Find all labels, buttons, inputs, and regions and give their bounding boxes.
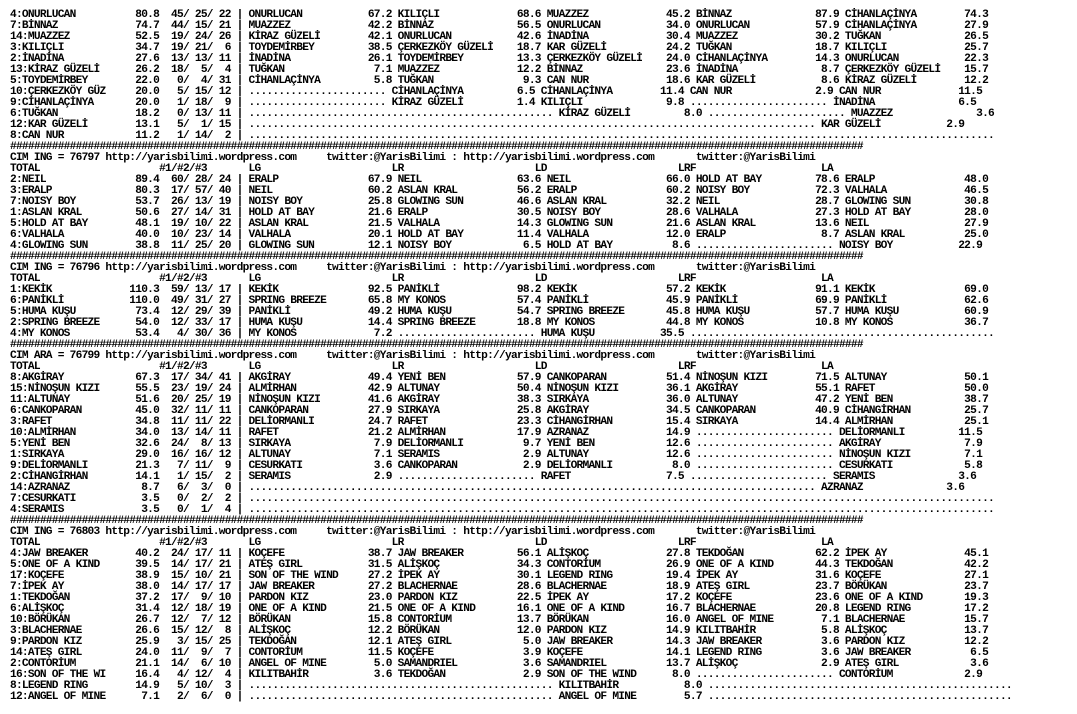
text-line: 9:PARDON KIZ 25.9 3/ 15/ 25 | TEKDOĞAN 12.1 ATEŞ GIRL 5.0 JAW BREAKER 14.3 JAW BREAKER 3.6 PARDON KIZ 12.2 (10, 636, 989, 648)
text-line: ############################################################################################################################################### (10, 339, 863, 351)
text-line: 5:HUMA KUŞU 73.4 12/ 29/ 39 | PANİKLİ 49.2 HUMA KUŞU 54.7 SPRING BREEZE 45.8 HUMA KUŞU 57.7 HUMA KUŞU 60.9 (10, 306, 989, 318)
text-line: 7:CESURKATI 3.5 0/ 2/ 2 | ............................................................................................................................. (10, 493, 994, 505)
text-line: 13:KİRAZ GÜZELİ 26.2 18/ 5/ 4 | TUĞKAN 7.1 MUAZZEZ 12.2 BİNNAZ 23.6 İNADİNA 8.7 ÇERKEZKÖY GÜZELİ 15.7 (10, 64, 989, 76)
text-line: 5:TOYDEMİRBEY 22.0 0/ 4/ 31 | CİHANLAÇİNYA 5.8 TUĞKAN 9.3 CAN NUR 18.6 KAR GÜZELİ 8.6 KİRAZ GÜZELİ 12.2 (10, 75, 989, 87)
text-line: 6:TUĞKAN 18.2 0/ 13/ 11 | ................................................... KİRAZ GÜZELİ 8.0 ....................... MUAZZEZ 3.6 (10, 108, 994, 120)
text-line: 17:KOÇEFE 38.9 15/ 10/ 21 | SON OF THE WIND 27.2 İPEK AY 30.1 LEGEND RING 19.4 İPEK AY 31.6 KOÇEFE 27.1 (10, 570, 989, 582)
text-line: 8:AKGİRAY 67.3 17/ 34/ 41 | AKGİRAY 49.4 YENİ BEN 57.9 CANKOPARAN 51.4 NİNOŞUN KIZI 71.5 ALTUNAY 50.1 (10, 372, 989, 384)
text-line: 1:SIRKAYA 29.0 16/ 16/ 12 | ALTUNAY 7.1 SERAMIS 2.9 ALTUNAY 12.6 ....................... NİNOŞUN KIZI 7.1 (10, 449, 983, 461)
text-line: 15:NİNOŞUN KIZI 55.5 23/ 19/ 24 | ALMİRHAN 42.9 ALTUNAY 50.4 NİNOŞUN KIZI 36.1 AKGİRAY 55.1 RAFET 50.0 (10, 383, 989, 395)
text-line: 5:ONE OF A KIND 39.5 14/ 17/ 21 | ATEŞ GIRL 31.5 ALİŞKOÇ 34.3 CONTORİUM 26.9 ONE OF A KIND 44.3 TEKDOĞAN 42.2 (10, 559, 989, 571)
text-line: 5:HOLD AT BAY 48.1 19/ 10/ 22 | ASLAN KRAL 21.5 VALHALA 14.3 GLOWING SUN 21.6 ASLAN KRAL 13.6 NEIL 27.9 (10, 218, 989, 230)
text-line: 1:KEKİK 110.3 59/ 13/ 17 | KEKİK 92.5 PANİKLİ 98.2 KEKİK 57.2 KEKİK 91.1 KEKİK 69.0 (10, 284, 989, 296)
text-line: 9:CİHANLAÇİNYA 20.0 1/ 18/ 9 | ....................... KİRAZ GÜZELİ 1.4 KILIÇLI 9.8 ....................... İNADİNA 6.5 (10, 97, 977, 109)
text-line: 8:CAN NUR 11.2 1/ 14/ 2 | ............................................................................................................................. (10, 130, 994, 142)
text-line: ############################################################################################################################################### (10, 515, 863, 527)
text-line: 4:SERAMIS 3.5 0/ 1/ 4 | ............................................................................................................................. (10, 504, 994, 516)
text-line: 1:TEKDOĞAN 37.2 17/ 9/ 10 | PARDON KIZ 23.0 PARDON KIZ 22.5 İPEK AY 17.2 KOÇEFE 23.6 ONE OF A KIND 19.3 (10, 592, 989, 604)
text-line: 6:VALHALA 40.0 10/ 23/ 14 | VALHALA 20.1 HOLD AT BAY 11.4 VALHALA 12.0 ERALP 8.7 ASLAN KRAL 25.0 (10, 229, 989, 241)
text-line: CIM ARA = 76799 http://yarisbilimi.wordpress.com twitter:@YarisBilimi : http://yarisbilimi.wordpress.com twitter:@YarisBilimi (10, 350, 816, 362)
text-line: TOTAL #1/#2/#3 LG LR LD LRF LA (10, 537, 833, 549)
text-line: TOTAL #1/#2/#3 LG LR LD LRF LA (10, 273, 833, 285)
text-line: 5:YENİ BEN 32.6 24/ 8/ 13 | SIRKAYA 7.9 DELİORMANLI 9.7 YENİ BEN 12.6 ....................... AKGİRAY 7.9 (10, 438, 983, 450)
text-line: 14:MUAZZEZ 52.5 19/ 24/ 26 | KİRAZ GÜZELİ 42.1 ONURLUCAN 42.6 İNADİNA 30.4 MUAZZEZ 30.2 TUĞKAN 26.5 (10, 31, 989, 43)
text-line: CIM ING = 76796 http://yarisbilimi.wordpress.com twitter:@YarisBilimi : http://yarisbilimi.wordpress.com twitter:@YarisBilimi (10, 262, 816, 274)
text-line: 12:ANGEL OF MINE 7.1 2/ 6/ 0 | ................................................... ANGEL OF MINE 5.7 ................................................... (10, 691, 1012, 703)
text-line: 14:ATEŞ GIRL 24.0 11/ 9/ 7 | CONTORİUM 11.5 KOÇEFE 3.9 KOÇEFE 14.1 LEGEND RING 3.6 JAW BREAKER 6.5 (10, 647, 989, 659)
text-line: 9:DELİORMANLI 21.3 7/ 11/ 9 | CESURKATI 3.6 CANKOPARAN 2.9 DELİORMANLI 8.0 ....................... CESURKATI 5.8 (10, 460, 983, 472)
text-line: 3:ERALP 80.3 17/ 57/ 40 | NEIL 60.2 ASLAN KRAL 56.2 ERALP 60.2 NOISY BOY 72.3 VALHALA 46.5 (10, 185, 989, 197)
text-line: ############################################################################################################################################### (10, 141, 863, 153)
text-line: 7:BİNNAZ 74.7 44/ 15/ 21 | MUAZZEZ 42.2 BİNNAZ 56.5 ONURLUCAN 34.0 ONURLUCAN 57.9 CİHANLAÇİNYA 27.9 (10, 20, 989, 32)
text-line: 11:ALTUNAY 51.6 20/ 25/ 19 | NİNOŞUN KIZI 41.6 AKGİRAY 38.3 SIRKAYA 36.0 ALTUNAY 47.2 YENİ BEN 38.7 (10, 394, 989, 406)
text-line: ############################################################################################################################################### (10, 251, 863, 263)
text-line: 10:BÖRÜKAN 26.7 12/ 7/ 12 | BÖRÜKAN 15.8 CONTORİUM 13.7 BÖRÜKAN 16.0 ANGEL OF MINE 7.1 BLACHERNAE 15.7 (10, 614, 989, 626)
text-line: 2:SPRING BREEZE 54.0 12/ 33/ 17 | HUMA KUŞU 14.4 SPRING BREEZE 18.8 MY KONOS 44.8 MY KONOS 10.8 MY KONOS 36.7 (10, 317, 989, 329)
text-line: 3:KILIÇLI 34.7 19/ 21/ 6 | TOYDEMİRBEY 38.5 ÇERKEZKÖY GÜZELİ 18.7 KAR GÜZELİ 24.2 TUĞKAN 18.7 KILIÇLI 25.7 (10, 42, 989, 54)
text-line: 10:ALMİRHAN 34.0 13/ 14/ 11 | RAFET 21.2 ALMİRHAN 17.9 AZRANAZ 14.9 ....................... DELİORMANLI 11.5 (10, 427, 983, 439)
text-line: TOTAL #1/#2/#3 LG LR LD LRF LA (10, 361, 833, 373)
text-line: 2:CONTORİUM 21.1 14/ 6/ 10 | ANGEL OF MINE 5.0 SAMANDRIEL 3.6 SAMANDRIEL 13.7 ALİŞKOÇ 2.9 ATEŞ GIRL 3.6 (10, 658, 989, 670)
text-line: 7:NOISY BOY 53.7 26/ 13/ 19 | NOISY BOY 25.8 GLOWING SUN 46.6 ASLAN KRAL 32.2 NEIL 28.7 GLOWING SUN 30.8 (10, 196, 989, 208)
text-line: 4:MY KONOS 53.4 4/ 30/ 36 | MY KONOS 7.2 ....................... HUMA KUŞU 35.5 ................................................... (10, 328, 994, 340)
text-line: 8:LEGEND RING 14.9 5/ 10/ 3 | ................................................... KILITBAHİR 8.0 ................................................... (10, 680, 1012, 692)
text-line: 6:PANİKLİ 110.0 49/ 31/ 27 | SPRING BREEZE 65.8 MY KONOS 57.4 PANİKLİ 45.9 PANİKLİ 69.9 PANİKLİ 62.6 (10, 295, 989, 307)
text-line: TOTAL #1/#2/#3 LG LR LD LRF LA (10, 163, 833, 175)
text-line: 10:ÇERKEZKÖY GÜZ 20.0 5/ 15/ 12 | ....................... CİHANLAÇİNYA 6.5 CİHANLAÇİNYA 11.4 CAN NUR 2.9 CAN NUR 11.5 (10, 86, 983, 98)
text-line: 6:ALİŞKOÇ 31.4 12/ 18/ 19 | ONE OF A KIND 21.5 ONE OF A KIND 16.1 ONE OF A KIND 16.7 BLACHERNAE 20.8 LEGEND RING 17.2 (10, 603, 989, 615)
text-line: 7:İPEK AY 38.0 14/ 17/ 17 | JAW BREAKER 27.2 BLACHERNAE 28.6 BLACHERNAE 18.9 ATEŞ GIRL 23.7 BÖRÜKAN 23.7 (10, 581, 989, 593)
text-line: 16:SON OF THE WI 16.4 4/ 12/ 4 | KILITBAHİR 3.6 TEKDOĞAN 2.9 SON OF THE WIND 8.0 ....................... CONTORİUM 2.9 (10, 669, 983, 681)
text-line: 1:ASLAN KRAL 50.6 27/ 14/ 31 | HOLD AT BAY 21.6 ERALP 30.5 NOISY BOY 28.6 VALHALA 27.3 HOLD AT BAY 28.0 (10, 207, 989, 219)
text-line: 4:JAW BREAKER 40.2 24/ 17/ 11 | KOÇEFE 38.7 JAW BREAKER 56.1 ALİŞKOÇ 27.8 TEKDOĞAN 62.2 İPEK AY 45.1 (10, 548, 989, 560)
text-line: 12:KAR GÜZELİ 13.1 5/ 1/ 15 | ............................................................................................... KAR GÜZELİ 2.9 (10, 119, 965, 131)
text-line: CIM ING = 76797 http://yarisbilimi.wordpress.com twitter:@YarisBilimi : http://yarisbilimi.wordpress.com twitter:@YarisBilimi (10, 152, 816, 164)
text-line: 2:NEIL 89.4 60/ 28/ 24 | ERALP 67.9 NEIL 63.6 NEIL 66.0 HOLD AT BAY 78.6 ERALP 48.0 (10, 174, 989, 186)
text-line: 3:BLACHERNAE 26.6 15/ 12/ 8 | ALİŞKOÇ 12.2 BÖRÜKAN 12.0 PARDON KIZ 14.9 KILITBAHİR 5.8 ALİŞKOÇ 13.7 (10, 625, 989, 637)
text-line: CIM ING = 76803 http://yarisbilimi.wordpress.com twitter:@YarisBilimi : http://yarisbilimi.wordpress.com twitter:@YarisBilimi (10, 526, 816, 538)
text-line: 14:AZRANAZ 8.7 6/ 3/ 0 | ............................................................................................... AZRANAZ 3.6 (10, 482, 965, 494)
text-line: 4:ONURLUCAN 80.8 45/ 25/ 22 | ONURLUCAN 67.2 KILIÇLI 68.6 MUAZZEZ 45.2 BİNNAZ 87.9 CİHANLAÇİNYA 74.3 (10, 9, 989, 21)
text-line: 2:İNADİNA 27.6 13/ 13/ 11 | İNADİNA 26.1 TOYDEMİRBEY 13.3 ÇERKEZKÖY GÜZELİ 24.0 CİHANLAÇİNYA 14.3 ONURLUCAN 22.3 (10, 53, 989, 65)
text-line: 2:CİHANGİRHAN 14.1 1/ 15/ 2 | SERAMIS 2.9 ....................... RAFET 7.5 ....................... SERAMIS 3.6 (10, 471, 977, 483)
text-line: 6:CANKOPARAN 45.0 32/ 11/ 11 | CANKOPARAN 27.9 SIRKAYA 25.8 AKGİRAY 34.5 CANKOPARAN 40.9 CİHANGİRHAN 25.7 (10, 405, 989, 417)
text-line: 3:RAFET 34.8 11/ 11/ 22 | DELİORMANLI 24.7 RAFET 23.3 CİHANGİRHAN 15.4 SIRKAYA 14.4 ALMİRHAN 25.1 (10, 416, 989, 428)
text-line: 4:GLOWING SUN 38.8 11/ 25/ 20 | GLOWING SUN 12.1 NOISY BOY 6.5 HOLD AT BAY 8.6 ....................... NOISY BOY 22.9 (10, 240, 983, 252)
